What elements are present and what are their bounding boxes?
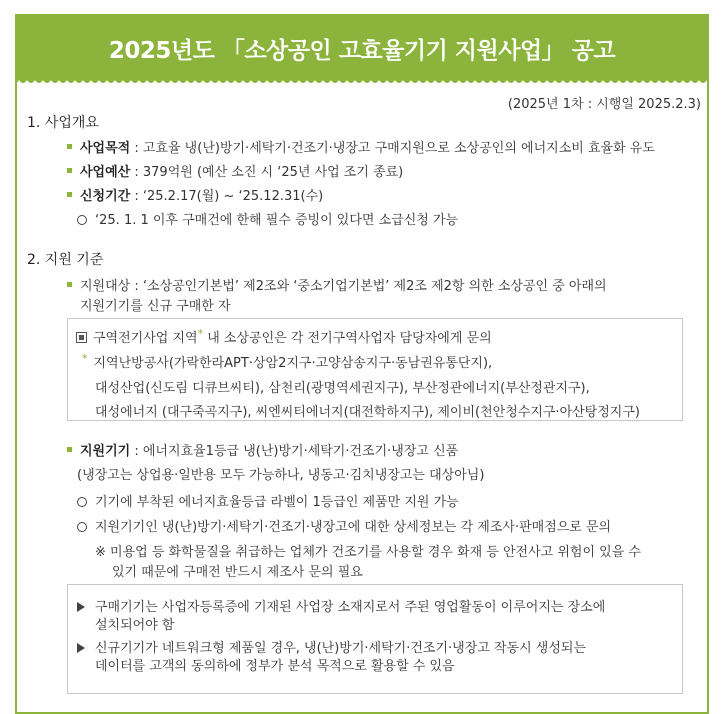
requirement-text: 신규기기가 네트워크형 제품일 경우, 냉(난)방기·세탁기·건조기·냉장고 작동시 생성되는	[95, 641, 586, 656]
zone-list-line: 대성에너지 (대구죽곡지구), 씨엔씨티에너지(대전학하지구), 제이비(천안청수지구·아산탕정지구)	[95, 405, 640, 420]
circle-item	[77, 491, 459, 510]
caution-line: 있기 때문에 구매전 반드시 제조사 문의 필요	[112, 565, 363, 580]
zone-label: 구역전기사업 지역	[93, 331, 198, 346]
zone-list-line	[82, 352, 492, 371]
requirement-text-line2: 설치되어야 함	[95, 618, 175, 633]
list-item	[67, 185, 323, 204]
triangle-bullet-icon	[77, 643, 85, 653]
section-1-heading: 1. 사업개요	[27, 115, 99, 131]
target-text-line1: 지원대상 : ‘소상공인기본법’ 제2조와 ‘중소기업기본법’ 제2조 제2항 의한 소상공인 중 아래의	[80, 279, 607, 294]
item-label: 사업목적	[80, 141, 131, 156]
banner-scallop-edge	[17, 76, 707, 86]
bullet-square-icon	[67, 144, 72, 149]
zone-list-line: 대성산업(신도림 디큐브씨티), 삼천리(광명역세권지구), 부산정관에너지(부산정관지구),	[95, 381, 590, 396]
item-label: 신청기간	[80, 189, 131, 204]
zone-notice-text: 내 소상공인은 각 전기구역사업자 담당자에게 문의	[203, 331, 492, 346]
item-text: : 고효율 냉(난)방기·세탁기·건조기·냉장고 구매지원으로 소상공인의 에너지소비 효율화 유도	[130, 141, 655, 156]
bullet-square-icon	[67, 168, 72, 173]
device-label: 지원기기	[80, 444, 131, 459]
circle-bullet-icon	[77, 215, 87, 225]
target-text-line2: 지원기기를 신규 구매한 자	[80, 299, 231, 314]
bullet-square-icon	[67, 192, 72, 197]
circle-item	[77, 516, 611, 535]
section-2-heading: 2. 지원 기준	[27, 252, 104, 268]
device-item	[67, 440, 458, 459]
title-banner	[17, 16, 707, 80]
page-title: 2025년도 「소상공인 고효율기기 지원사업」 공고	[108, 37, 616, 64]
item-label: 사업예산	[80, 165, 131, 180]
list-item	[67, 161, 403, 180]
circle-text: 기기에 부착된 에너지효율등급 라벨이 1등급인 제품만 지원 가능	[95, 495, 459, 510]
notice-subtitle: (2025년 1차 : 시행일 2025.2.3)	[507, 97, 701, 112]
list-item	[67, 137, 655, 156]
requirement-item	[77, 596, 605, 615]
zone-notice-line	[76, 327, 492, 346]
bullet-square-icon	[67, 282, 72, 287]
target-item	[67, 275, 607, 294]
requirement-item	[77, 637, 586, 656]
device-text-line2: (냉장고는 상업용·일반용 모두 가능하나, 냉동고·김치냉장고는 대상아님)	[77, 468, 485, 483]
item-text: : ‘25.2.17(월) ~ ‘25.12.31(수)	[130, 189, 324, 204]
note-item	[77, 209, 458, 228]
circle-bullet-icon	[77, 497, 87, 507]
item-text: : 379억원 (예산 소진 시 ‘25년 사업 조기 종료)	[130, 165, 404, 180]
caution-line: ※ 미용업 등 화학물질을 취급하는 업체가 건조기를 사용할 경우 화재 등 안전사고 위험이 있을 수	[95, 545, 641, 560]
zone-list-text: 지역난방공사(가락한라APT·상암2지구·고양삼송지구·동남권유통단지),	[93, 356, 493, 371]
requirement-text-line2: 데이터를 고객의 동의하에 정부가 분석 목적으로 활용할 수 있음	[95, 659, 455, 674]
circle-bullet-icon	[77, 522, 87, 532]
note-text: ‘25. 1. 1 이후 구매건에 한해 필수 증빙이 있다면 소급신청 가능	[95, 213, 459, 228]
asterisk-mark: *	[82, 352, 88, 365]
bullet-square-icon	[67, 447, 72, 452]
requirement-text: 구매기기는 사업자등록증에 기재된 사업장 소재지로서 주된 영업활동이 이루어지는 장소에	[95, 600, 606, 615]
circle-text: 지원기기인 냉(난)방기·세탁기·건조기·냉장고에 대한 상세정보는 각 제조사·판매점으로 문의	[95, 520, 612, 535]
checkbox-square-icon	[76, 332, 87, 343]
device-text: : 에너지효율1등급 냉(난)방기·세탁기·건조기·냉장고 신품	[130, 444, 459, 459]
asterisk-mark: *	[197, 327, 204, 340]
triangle-bullet-icon	[77, 602, 85, 612]
